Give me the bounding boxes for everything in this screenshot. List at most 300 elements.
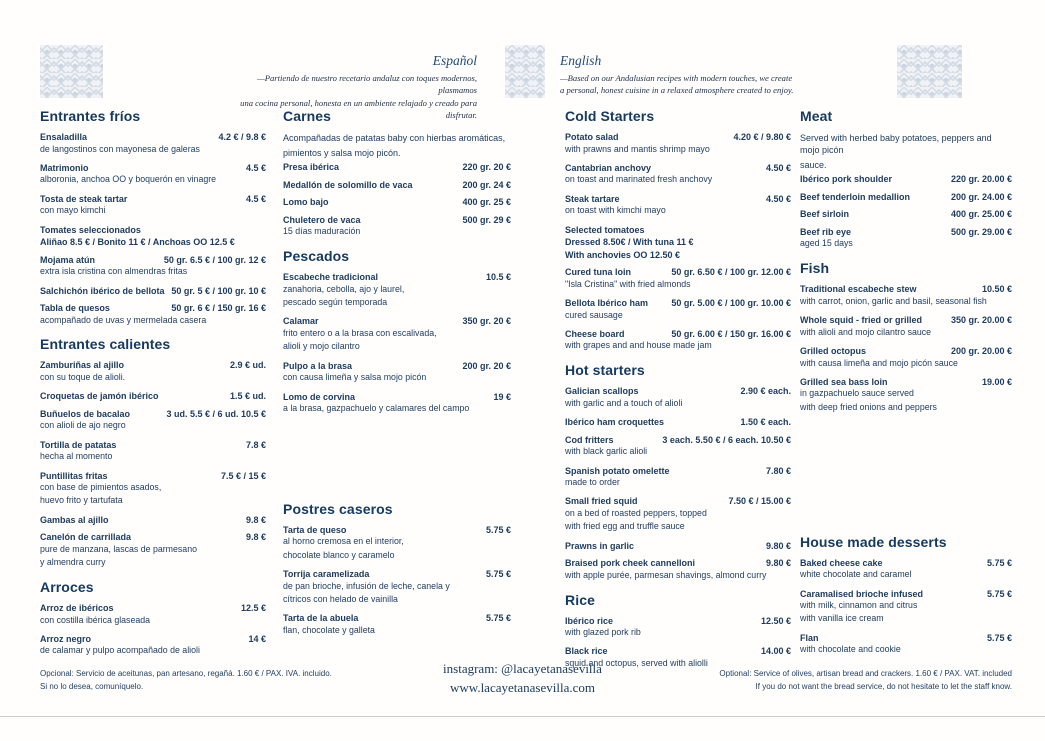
item-name: Cod fritters xyxy=(565,434,614,445)
menu-item xyxy=(565,329,791,352)
item-description-line: con mayo kimchi xyxy=(40,205,106,216)
menu-item xyxy=(565,417,791,427)
menu-item xyxy=(800,209,1012,219)
item-description-line: alioli y mojo cilantro xyxy=(283,341,360,352)
item-name: Baked cheese cake xyxy=(800,557,883,568)
item-row xyxy=(800,284,1012,294)
menu-item xyxy=(40,255,266,278)
item-row xyxy=(40,634,266,644)
item-price: 5.75 € xyxy=(986,557,1012,568)
item-name: Ibérico pork shoulder xyxy=(800,174,893,185)
item-price: 7.80 € xyxy=(765,465,791,476)
menu-section xyxy=(565,592,791,670)
menu-item xyxy=(283,569,511,606)
item-row xyxy=(40,471,266,481)
item-description-line: white chocolate and caramel xyxy=(800,569,912,580)
item-price: 2.9 € ud. xyxy=(229,360,266,371)
item-row xyxy=(40,255,266,265)
item-row xyxy=(565,298,791,308)
instagram-handle: instagram: @lacayetanasevilla xyxy=(443,661,602,676)
footer-note-english xyxy=(719,668,1012,694)
website-url: www.lacayetanasevilla.com xyxy=(450,679,595,695)
item-price: 14.00 € xyxy=(760,646,791,657)
item-name: Canelón de carrillada xyxy=(40,532,132,543)
item-description-line: made to order xyxy=(565,477,620,487)
item-name: Tarta de la abuela xyxy=(283,613,359,624)
menu-item xyxy=(283,197,511,207)
item-row xyxy=(565,417,791,427)
menu-item xyxy=(565,267,791,290)
section-title: Carnes xyxy=(283,108,332,124)
item-name: Beef sirloin xyxy=(800,209,850,220)
item-price: 9.8 € xyxy=(245,532,266,543)
item-row xyxy=(40,225,266,235)
item-name: Arroz de ibéricos xyxy=(40,603,114,613)
item-row xyxy=(565,435,791,445)
item-description-line: con costilla ibérica glaseada xyxy=(40,614,151,625)
item-name: Grilled octopus xyxy=(800,346,867,357)
menu-item xyxy=(40,163,266,186)
item-price: 7.50 € / 15.00 € xyxy=(728,496,791,507)
item-row xyxy=(565,267,791,277)
item-price: 12.5 € xyxy=(240,603,266,613)
menu-section xyxy=(800,108,1012,250)
intro-spanish-line: —Partiendo de nuestro recetario andaluz con toques modernos, plasmamos xyxy=(257,73,477,96)
item-price: 200 gr. 20.00 € xyxy=(950,346,1012,357)
item-name: Presa ibérica xyxy=(283,162,340,173)
item-price: 400 gr. 25.00 € xyxy=(950,209,1012,220)
item-description-line: 15 días maduración xyxy=(283,226,361,237)
intro-english-line: —Based on our Andalusian recipes with modern touches, we create xyxy=(560,73,793,83)
item-name: Braised pork cheek cannelloni xyxy=(565,558,696,569)
item-description-line: aged 15 days xyxy=(800,238,853,249)
menu-item xyxy=(40,391,266,401)
menu-item xyxy=(800,174,1012,184)
item-description-line: with milk, cinnamon and citrus xyxy=(800,600,918,611)
item-price: 5.75 € xyxy=(485,613,511,624)
item-price: 50 gr. 6 € / 150 gr. 16 € xyxy=(171,303,266,313)
footer-note-line: Si no lo desea, comuníquelo. xyxy=(40,681,144,691)
menu-item xyxy=(283,180,511,190)
item-name: Small fried squid xyxy=(565,496,638,507)
item-price: 4.50 € xyxy=(765,162,791,173)
intro-english xyxy=(560,53,822,97)
menu-item xyxy=(283,613,511,636)
item-name: Steak tartare xyxy=(565,193,620,204)
item-row xyxy=(800,174,1012,184)
item-name: Cantabrian anchovy xyxy=(565,162,652,173)
item-price: 7.8 € xyxy=(245,439,266,450)
item-description-line: de calamar y pulpo acompañado de alioli xyxy=(40,645,200,656)
item-price: 50 gr. 6.50 € / 100 gr. 12.00 € xyxy=(671,267,791,278)
item-name: Croquetas de jamón ibérico xyxy=(40,391,159,402)
item-row xyxy=(565,541,791,551)
item-price: 50 gr. 5 € / 100 gr. 10 € xyxy=(171,285,266,296)
menu-item xyxy=(283,392,511,415)
item-row xyxy=(565,496,791,506)
item-name: Grilled sea bass loin xyxy=(800,376,888,387)
item-name: Ibérico rice xyxy=(565,615,614,626)
item-row xyxy=(40,440,266,450)
item-name: Zamburiñas al ajillo xyxy=(40,360,125,371)
item-name: Tomates seleccionados xyxy=(40,224,141,235)
item-price: 19.00 € xyxy=(981,376,1012,387)
item-row xyxy=(565,466,791,476)
item-description-line: with glazed pork rib xyxy=(565,627,641,637)
item-name: Ensaladilla xyxy=(40,132,88,142)
menu-item xyxy=(800,346,1012,369)
item-description-line: con causa limeña y salsa mojo picón xyxy=(283,372,427,383)
menu-item xyxy=(565,496,791,533)
item-row xyxy=(283,180,511,190)
menu-item xyxy=(565,466,791,489)
item-description-line: with carrot, onion, garlic and basil, seasonal fish xyxy=(800,295,987,306)
menu-item xyxy=(283,215,511,238)
menu-item xyxy=(800,192,1012,202)
menu-item xyxy=(800,315,1012,338)
menu-item xyxy=(40,360,266,383)
menu-item xyxy=(800,589,1012,626)
menu-section xyxy=(800,260,1012,413)
item-name: Lomo de corvina xyxy=(283,391,356,402)
item-row xyxy=(283,361,511,371)
item-price-line: With anchovies OO 12.50 € xyxy=(565,249,680,260)
intro-spanish-line: una cocina personal, honesta en un ambiente relajado y creado para disfrutar. xyxy=(240,97,477,121)
item-row xyxy=(565,329,791,339)
menu-item xyxy=(40,194,266,217)
item-description-line: in gazpachuelo sauce served xyxy=(800,388,914,399)
footer-note-line: If you do not want the bread service, do not hesitate to let the staff know. xyxy=(755,681,1012,691)
item-price: 5.75 € xyxy=(485,524,511,535)
item-price-line: Aliñao 8.5 € / Bonito 11 € / Anchoas OO 12.5 € xyxy=(40,237,235,248)
azulejo-tile-left xyxy=(40,45,103,98)
menu-section xyxy=(40,579,266,657)
item-name: Tosta de steak tartar xyxy=(40,193,128,204)
menu-column xyxy=(800,108,1012,666)
menu-item xyxy=(283,361,511,384)
menu-section xyxy=(283,501,511,637)
item-description-line: de langostinos con mayonesa de galeras xyxy=(40,143,200,154)
item-name: Gambas al ajillo xyxy=(40,514,109,525)
section-title: Fish xyxy=(800,260,830,277)
menu-item xyxy=(40,409,266,432)
item-price: 50 gr. 6.5 € / 100 gr. 12 € xyxy=(163,254,266,265)
item-row xyxy=(283,162,511,172)
item-row xyxy=(565,225,791,235)
item-description-line: pescado según temporada xyxy=(283,297,388,308)
item-name: Arroz negro xyxy=(40,633,92,644)
item-description-line: con base de pimientos asados, xyxy=(40,482,162,492)
item-row xyxy=(283,197,511,207)
bottom-divider xyxy=(0,716,1045,717)
item-description-line: with garlic and a touch of alioli xyxy=(565,397,683,408)
item-row xyxy=(40,132,266,142)
section-title: Entrantes calientes xyxy=(40,336,171,353)
menu-section xyxy=(40,336,266,569)
item-price: 500 gr. 29 € xyxy=(462,214,511,225)
item-description-line: pure de manzana, lascas de parmesano xyxy=(40,543,197,554)
menu-item xyxy=(800,377,1012,414)
item-price: 200 gr. 24.00 € xyxy=(950,191,1012,202)
section-title: Entrantes fríos xyxy=(40,108,141,124)
item-description-line: with vanilla ice cream xyxy=(800,613,884,624)
item-description-line: con alioli de ajo negro xyxy=(40,420,126,431)
item-row xyxy=(565,558,791,568)
item-description-line: on toast and marinated fresh anchovy xyxy=(565,174,713,185)
item-row xyxy=(283,215,511,225)
item-description-line: hecha al momento xyxy=(40,451,113,462)
menu-item xyxy=(40,634,266,657)
item-description-line: y almendra curry xyxy=(40,557,106,568)
item-description-line: al horno cremosa en el interior, xyxy=(283,536,404,547)
menu-column xyxy=(40,108,266,667)
item-price: 9.8 € xyxy=(245,514,266,525)
item-description-line: on a bed of roasted peppers, topped xyxy=(565,507,707,518)
section-intro-line: pimientos y salsa mojo picón. xyxy=(283,148,401,159)
item-name: Puntillitas fritas xyxy=(40,470,108,481)
item-row xyxy=(283,569,511,579)
item-description-line: with causa limeña and mojo picón sauce xyxy=(800,357,958,368)
item-description-line: huevo frito y tartufata xyxy=(40,495,123,506)
item-price: 5.75 € xyxy=(986,588,1012,599)
item-row xyxy=(283,525,511,535)
item-description-line: with prawns and mantis shrimp mayo xyxy=(565,143,710,154)
item-name: Spanish potato omelette xyxy=(565,465,670,476)
menu-item xyxy=(40,225,266,248)
item-description-line: squid and octopus, served with aliolli xyxy=(565,657,708,668)
menu-section xyxy=(800,534,1012,657)
section-title: House made desserts xyxy=(800,533,947,550)
item-row xyxy=(565,194,791,204)
item-row xyxy=(800,377,1012,387)
item-price: 400 gr. 25 € xyxy=(462,197,511,208)
item-name: Ibérico ham croquettes xyxy=(565,417,665,428)
item-price-line: Dressed 8.50€ / With tuna 11 € xyxy=(565,237,694,248)
item-row xyxy=(40,194,266,204)
menu-item xyxy=(565,435,791,458)
item-price: 220 gr. 20 € xyxy=(462,162,511,173)
item-price: 220 gr. 20.00 € xyxy=(950,174,1012,185)
item-row xyxy=(800,192,1012,202)
menu-item xyxy=(283,316,511,353)
item-price: 4.2 € / 9.8 € xyxy=(218,132,266,142)
section-intro-line: Served with herbed baby potatoes, peppers and mojo picón xyxy=(800,133,992,156)
item-name: Whole squid - fried or grilled xyxy=(800,315,923,326)
item-row xyxy=(283,316,511,326)
item-row xyxy=(283,272,511,282)
item-row xyxy=(800,633,1012,643)
menu-column xyxy=(283,108,511,647)
footer-note-line: Optional: Service of olives, artisan bread and crackers. 1.60 € / PAX. VAT. included xyxy=(719,669,1012,678)
item-description-line: extra isla cristina con almendras fritas xyxy=(40,266,188,277)
item-row xyxy=(40,303,266,313)
item-price: 7.5 € / 15 € xyxy=(220,470,266,481)
item-price: 350 gr. 20 € xyxy=(462,316,511,327)
menu-item xyxy=(565,616,791,639)
item-name: Chuletero de vaca xyxy=(283,214,361,225)
item-row xyxy=(800,558,1012,568)
item-name: Beef rib eye xyxy=(800,226,852,237)
footer-note-line: Opcional: Servicio de aceitunas, pan artesano, regañá. 1.60 € / PAX. IVA. incluido. xyxy=(40,669,332,678)
item-description-line: a la brasa, gazpachuelo y calamares del campo xyxy=(283,403,470,414)
item-price: 12.50 € xyxy=(760,615,791,626)
menu-item xyxy=(800,633,1012,656)
item-price: 4.5 € xyxy=(245,162,266,173)
item-name: Escabeche tradicional xyxy=(283,272,379,283)
menu-item xyxy=(40,303,266,326)
item-row xyxy=(800,209,1012,219)
item-description-line: acompañado de uvas y mermelada casera xyxy=(40,314,207,325)
item-price: 10.50 € xyxy=(981,284,1012,295)
menu-section xyxy=(565,108,791,352)
item-row xyxy=(40,360,266,370)
menu-item xyxy=(565,558,791,581)
item-price: 2.90 € each. xyxy=(740,386,791,397)
item-description-line: with apple purée, parmesan shavings, almond curry xyxy=(565,569,767,580)
menu-item xyxy=(565,132,791,155)
item-name: Buñuelos de bacalao xyxy=(40,408,131,419)
item-price: 1.50 € each. xyxy=(740,417,791,428)
item-row xyxy=(565,616,791,626)
menu-item xyxy=(800,227,1012,250)
item-price: 200 gr. 20 € xyxy=(462,360,511,371)
item-description-line: flan, chocolate y galleta xyxy=(283,624,375,635)
item-name: Cheese board xyxy=(565,328,625,339)
item-description-line: cured sausage xyxy=(565,309,623,320)
menu-item xyxy=(40,286,266,296)
menu-item xyxy=(800,558,1012,581)
item-description-line: zanahoria, cebolla, ajo y laurel, xyxy=(283,283,405,294)
item-row xyxy=(40,409,266,419)
item-row xyxy=(565,132,791,142)
section-title: Arroces xyxy=(40,579,94,595)
item-description-line: with chocolate and cookie xyxy=(800,644,901,655)
item-name: Beef tenderloin medallion xyxy=(800,191,911,202)
item-row xyxy=(800,227,1012,237)
menu-item xyxy=(800,284,1012,307)
item-description-line: with alioli and mojo cilantro sauce xyxy=(800,326,932,337)
item-name: Tortilla de patatas xyxy=(40,439,117,450)
item-price: 200 gr. 24 € xyxy=(462,179,511,190)
item-name: Torrija caramelizada xyxy=(283,569,370,580)
item-description-line: on toast with kimchi mayo xyxy=(565,205,666,216)
item-description-line: de pan brioche, infusión de leche, canela y xyxy=(283,580,450,591)
item-description-line: "Isla Cristina" with fried almonds xyxy=(565,278,691,289)
item-description-line: con su toque de alioli. xyxy=(40,371,126,382)
item-description-line: with deep fried onions and peppers xyxy=(800,401,937,412)
menu-item xyxy=(565,298,791,321)
item-row xyxy=(800,589,1012,599)
item-name: Mojama atún xyxy=(40,254,96,265)
azulejo-tile-right xyxy=(897,45,962,98)
item-price: 5.75 € xyxy=(986,632,1012,643)
item-row xyxy=(40,286,266,296)
item-name: Tabla de quesos xyxy=(40,303,110,313)
menu-item xyxy=(283,525,511,562)
item-name: Black rice xyxy=(565,646,608,657)
item-row xyxy=(40,391,266,401)
item-name: Galician scallops xyxy=(565,386,639,397)
menu-item xyxy=(565,225,791,260)
section-intro-line: Acompañadas de patatas baby con hierbas aromáticas, xyxy=(283,133,506,143)
menu-item xyxy=(565,194,791,217)
section-title: Cold Starters xyxy=(565,108,655,124)
menu-item xyxy=(40,515,266,525)
menu-section xyxy=(40,108,266,326)
menu-section xyxy=(283,108,511,238)
menu-section xyxy=(565,362,791,581)
menu-item xyxy=(283,162,511,172)
section-title: Pescados xyxy=(283,248,350,265)
item-name: Medallón de solomillo de vaca xyxy=(283,179,413,190)
item-name: Salchichón ibérico de bellota xyxy=(40,285,165,296)
item-price: 9.80 € xyxy=(765,540,791,551)
item-row xyxy=(800,346,1012,356)
item-name: Matrimonio xyxy=(40,162,89,173)
item-name: Prawns in garlic xyxy=(565,540,635,551)
item-description-line: alboronia, anchoa OO y boquerón en vinagre xyxy=(40,174,217,185)
item-row xyxy=(565,386,791,396)
item-row xyxy=(283,613,511,623)
item-price: 3 ud. 5.5 € / 6 ud. 10.5 € xyxy=(166,408,266,419)
azulejo-tile-center xyxy=(505,45,545,98)
item-description-line: frito entero o a la brasa con escalivada, xyxy=(283,327,437,338)
item-price: 500 gr. 29.00 € xyxy=(950,226,1012,237)
section-title: Postres caseros xyxy=(283,500,393,517)
item-row xyxy=(40,532,266,542)
menu-item xyxy=(565,163,791,186)
item-row xyxy=(565,163,791,173)
menu-column xyxy=(565,108,791,680)
intro-spanish-title: Español xyxy=(432,53,477,68)
item-price: 3 each. 5.50 € / 6 each. 10.50 € xyxy=(662,434,791,445)
menu-item xyxy=(565,541,791,551)
section-title: Meat xyxy=(800,108,833,124)
item-name: Selected tomatoes xyxy=(565,224,645,235)
item-price: 4.50 € xyxy=(765,193,791,204)
section-title: Rice xyxy=(565,591,595,608)
item-row xyxy=(40,515,266,525)
item-name: Tarta de queso xyxy=(283,524,347,535)
item-name: Pulpo a la brasa xyxy=(283,360,353,371)
menu-section xyxy=(283,248,511,415)
item-description-line: with fried egg and truffle sauce xyxy=(565,521,685,532)
item-price: 14 € xyxy=(248,633,266,644)
item-row xyxy=(565,646,791,656)
item-price: 19 € xyxy=(493,391,511,402)
item-price: 50 gr. 6.00 € / 150 gr. 16.00 € xyxy=(671,328,791,339)
item-name: Potato salad xyxy=(565,132,619,142)
item-row xyxy=(283,392,511,402)
item-name: Bellota Ibérico ham xyxy=(565,298,649,308)
item-price: 1.5 € ud. xyxy=(229,391,266,402)
item-row xyxy=(800,315,1012,325)
menu-item xyxy=(40,532,266,569)
item-name: Lomo bajo xyxy=(283,197,329,208)
item-row xyxy=(40,603,266,613)
item-price: 4.20 € / 9.80 € xyxy=(733,132,791,142)
item-price: 5.75 € xyxy=(485,569,511,580)
item-price: 50 gr. 5.00 € / 100 gr. 10.00 € xyxy=(671,298,791,308)
item-price: 350 gr. 20.00 € xyxy=(950,315,1012,326)
item-description-line: chocolate blanco y caramelo xyxy=(283,549,395,560)
menu-item xyxy=(40,132,266,155)
item-price: 4.5 € xyxy=(245,193,266,204)
intro-english-title: English xyxy=(560,53,602,68)
menu-item xyxy=(40,471,266,508)
section-title: Hot starters xyxy=(565,362,645,379)
item-price: 10.5 € xyxy=(485,272,511,283)
